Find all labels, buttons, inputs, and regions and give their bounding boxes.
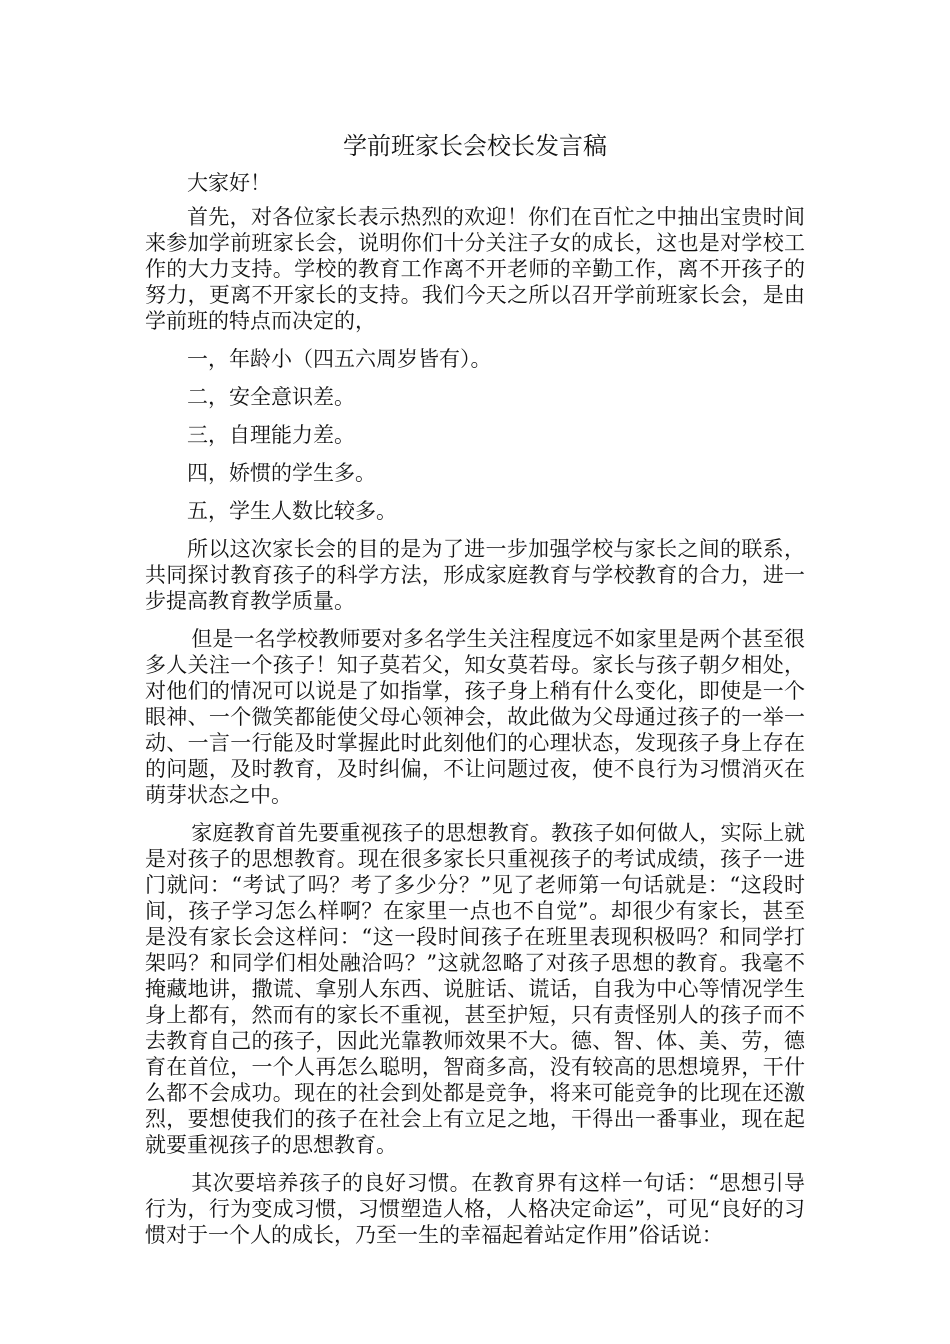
list-item-3: 三，自理能力差。 (187, 423, 355, 447)
list-item-1: 一，年龄小（四五六周岁皆有）。 (187, 347, 492, 371)
paragraph-intro: 首先，对各位家长表示热烈的欢迎！你们在百忙之中抽出宝贵时间来参加学前班家长会，说明你们十分关注子女的成长，这也是对学校工作的大力支持。学校的教育工作离不开老师的辛勤工作，离不开孩子的努力，更离不开家长的支持。我们今天之所以召开学前班家长会，是由学前班的特点而决定的， (145, 205, 805, 333)
paragraph-thought-education: 家庭教育首先要重视孩子的思想教育。教孩子如何做人，实际上就是对孩子的思想教育。现在很多家长只重视孩子的考试成绩，孩子一进门就问：“考试了吗？考了多少分？”见了老师第一句话就是：“这段时间，孩子学习怎么样啊？在家里一点也不自觉”。却很少有家长，甚至是没有家长会这样问：“这一段时间孩子在班里表现积极吗？和同学打架吗？和同学们相处融洽吗？”这就忽略了对孩子思想的教育。我毫不掩藏地讲，撒谎、拿别人东西、说脏话、谎话，自我为中心等情况学生身上都有，然而有的家长不重视，甚至护短，只有责怪别人的孩子而不去教育自己的孩子，因此光靠教师效果不大。德、智、体、美、劳，德育在首位，一个人再怎么聪明，智商多高，没有较高的思想境界，干什么都不会成功。现在的社会到处都是竞争，将来可能竞争的比现在还激烈，要想使我们的孩子在社会上有立足之地，干得出一番事业，现在起就要重视孩子的思想教育。 (145, 821, 805, 1157)
paragraph-purpose: 所以这次家长会的目的是为了进一步加强学校与家长之间的联系，共同探讨教育孩子的科学方法，形成家庭教育与学校教育的合力，进一步提高教育教学质量。 (145, 537, 805, 613)
paragraph-good-habits: 其次要培养孩子的良好习惯。在教育界有这样一句话：“思想引导行为，行为变成习惯，习惯塑造人格，人格决定命运”，可见“良好的习惯对于一个人的成长，乃至一生的幸福起着站定作用”俗话说： (145, 1171, 805, 1247)
paragraph-teacher-attention: 但是一名学校教师要对多名学生关注程度远不如家里是两个甚至很多人关注一个孩子！知子莫若父，知女莫若母。家长与孩子朝夕相处，对他们的情况可以说是了如指掌，孩子身上稍有什么变化，即使是一个眼神、一个微笑都能使父母心领神会，故此做为父母通过孩子的一举一动、一言一行能及时掌握此时此刻他们的心理状态，发现孩子身上存在的问题，及时教育，及时纠偏，不让问题过夜，使不良行为习惯消灭在萌芽状态之中。 (145, 627, 805, 807)
document-page (145, 130, 805, 1260)
document-title: 学前班家长会校长发言稿 (343, 132, 607, 160)
greeting: 大家好！ (187, 171, 271, 195)
list-item-5: 五，学生人数比较多。 (187, 499, 397, 523)
list-item-4: 四，娇惯的学生多。 (187, 461, 376, 485)
list-item-2: 二，安全意识差。 (187, 385, 355, 409)
